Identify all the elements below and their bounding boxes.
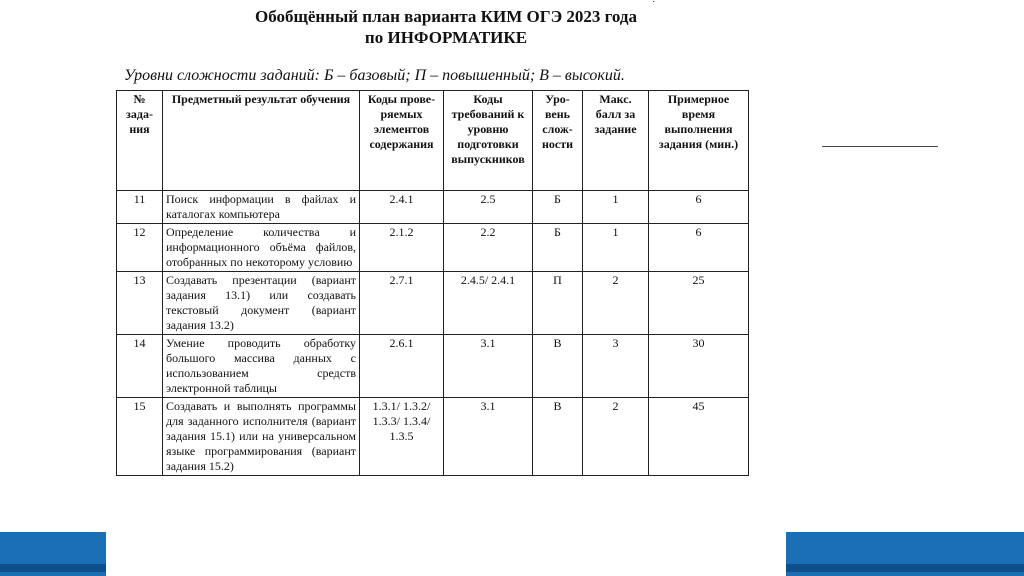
cell-element-codes: 2.1.2: [360, 224, 444, 272]
document-scan: [106, 0, 786, 576]
cell-time: 30: [649, 335, 749, 398]
cell-difficulty-level: В: [533, 335, 583, 398]
cell-time: 45: [649, 398, 749, 476]
table-row: [117, 191, 749, 224]
table-header-row: [117, 91, 749, 191]
header-max-score: Макс. балл за задание: [583, 91, 649, 191]
table-row: [117, 272, 749, 335]
cell-task-number: 11: [117, 191, 163, 224]
cell-max-score: 1: [583, 191, 649, 224]
cell-subject-result: Поиск информации в файлах и каталогах компьютера: [163, 191, 360, 224]
cell-task-number: 12: [117, 224, 163, 272]
cell-max-score: 3: [583, 335, 649, 398]
title-line-1: Обобщённый план варианта КИМ ОГЭ 2023 года: [254, 7, 638, 26]
cell-element-codes: 2.7.1: [360, 272, 444, 335]
cell-difficulty-level: Б: [533, 224, 583, 272]
table-row: [117, 398, 749, 476]
cell-difficulty-level: П: [533, 272, 583, 335]
stray-dot: ˙: [652, 0, 656, 11]
cell-task-number: 15: [117, 398, 163, 476]
cell-element-codes: 2.6.1: [360, 335, 444, 398]
cell-task-number: 14: [117, 335, 163, 398]
header-difficulty-level: Уровень сложности: [533, 91, 583, 191]
header-subject-result: Предметный результат обучения: [163, 91, 360, 191]
cell-element-codes: 1.3.1/ 1.3.2/ 1.3.3/ 1.3.4/ 1.3.5: [360, 398, 444, 476]
cell-requirement-codes: 3.1: [444, 335, 533, 398]
cell-subject-result: Создавать и выполнять программы для заданного исполнителя (вариант задания 15.1) или на универсальном языке программирования (вариант задания 15.2): [163, 398, 360, 476]
cell-requirement-codes: 3.1: [444, 398, 533, 476]
cell-max-score: 1: [583, 224, 649, 272]
cell-time: 6: [649, 191, 749, 224]
cell-requirement-codes: 2.2: [444, 224, 533, 272]
cell-time: 25: [649, 272, 749, 335]
cell-time: 6: [649, 224, 749, 272]
cell-subject-result: Определение количества и информационного объёма файлов, отобранных по некоторому условию: [163, 224, 360, 272]
title-line-2: по ИНФОРМАТИКЕ: [364, 28, 528, 47]
table-row: [117, 224, 749, 272]
header-task-number: № зада-ния: [117, 91, 163, 191]
cell-subject-result: Умение проводить обработку большого массива данных с использованием средств электронной таблицы: [163, 335, 360, 398]
header-element-codes: Коды проверяемых элементов содержания: [360, 91, 444, 191]
plan-table: [116, 90, 749, 476]
header-requirement-codes: Коды требований к уровню подготовки выпускников: [444, 91, 533, 191]
cell-requirement-codes: 2.5: [444, 191, 533, 224]
document-title: [106, 6, 786, 48]
cell-max-score: 2: [583, 272, 649, 335]
cell-element-codes: 2.4.1: [360, 191, 444, 224]
cell-task-number: 13: [117, 272, 163, 335]
cell-requirement-codes: 2.4.5/ 2.4.1: [444, 272, 533, 335]
cell-subject-result: Создавать презентации (вариант задания 13.1) или создавать текстовый документ (вариант задания 13.2): [163, 272, 360, 335]
table-row: [117, 335, 749, 398]
cell-max-score: 2: [583, 398, 649, 476]
decorative-line: [822, 146, 938, 147]
cell-difficulty-level: В: [533, 398, 583, 476]
difficulty-legend: Уровни сложности заданий: Б – базовый; П – повышенный; В – высокий.: [124, 67, 625, 84]
header-time: Примерное время выполнения задания (мин.): [649, 91, 749, 191]
cell-difficulty-level: Б: [533, 191, 583, 224]
